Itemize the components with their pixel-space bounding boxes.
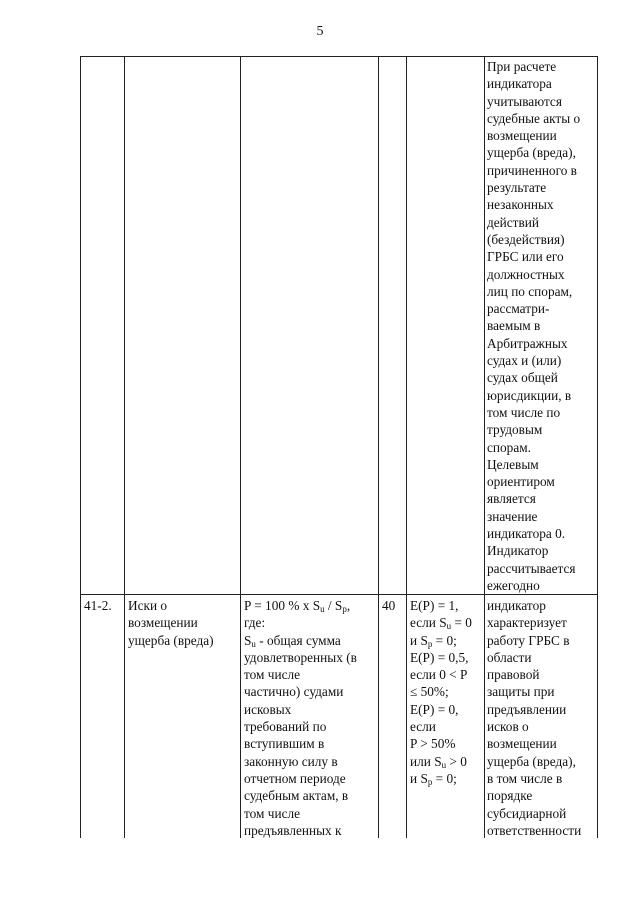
criteria-line: E(P) = 0,: [410, 701, 459, 717]
text-line: защиты при: [487, 684, 555, 700]
text-line: должностных: [487, 266, 565, 282]
table-border-left: [80, 56, 81, 838]
text-line: возмещении: [128, 615, 198, 631]
text-line: рассматри-: [487, 301, 550, 317]
criteria-line: E(P) = 0,5,: [410, 649, 469, 665]
formula-line: исковых: [244, 701, 292, 717]
text-line: ущерба (вреда): [128, 632, 214, 648]
text-line: судебные акты о: [487, 110, 581, 126]
text-line: ущерба (вреда),: [487, 753, 576, 769]
text-line: Иски о: [128, 598, 168, 613]
formula-line: отчетном периоде: [244, 770, 346, 786]
indicator-weight: 40: [382, 598, 396, 613]
text-line: значение: [487, 508, 538, 524]
indicator-formula: [244, 597, 375, 839]
text-line: возмещении: [487, 736, 557, 752]
text-line: результате: [487, 180, 547, 196]
table-border-col4: [406, 56, 407, 838]
text-line: является: [487, 491, 536, 507]
text-line: рассчитывается: [487, 560, 576, 576]
text-line: порядке: [487, 788, 533, 804]
text-line: ваемым в: [487, 318, 541, 334]
formula-line: P = 100 % x $S_u / S_p$,: [244, 598, 351, 614]
text-line: субсидиарной: [487, 805, 567, 821]
formula-line: том числе: [244, 805, 301, 821]
criteria-line: если $S_u = 0$: [410, 615, 472, 632]
text-line: Индикатор: [487, 543, 549, 559]
criteria-line: если: [410, 719, 436, 735]
formula-line: где:: [244, 615, 266, 631]
text-line: работу ГРБС в: [487, 632, 570, 648]
text-line: индикатор: [487, 598, 546, 613]
criteria-line: E(P) = 1,: [410, 598, 459, 613]
top-row-description: [487, 58, 595, 594]
indicator-name: [128, 597, 238, 649]
indicator-description: [487, 597, 595, 839]
text-line: Целевым: [487, 456, 539, 472]
text-line: незаконных: [487, 197, 554, 213]
text-line: судах общей: [487, 370, 558, 386]
text-line: ущерба (вреда),: [487, 145, 576, 161]
table-border-top: [80, 56, 598, 57]
page-number: 5: [316, 24, 324, 39]
table-border-col2: [240, 56, 241, 838]
text-line: При расчете: [487, 59, 557, 74]
text-line: том числе по: [487, 404, 561, 420]
text-line: в том числе в: [487, 770, 563, 786]
text-line: (бездействия): [487, 231, 565, 247]
formula-line: частично) судами: [244, 684, 344, 700]
text-line: действий: [487, 214, 540, 230]
formula-line: $S_u$ - общая сумма: [244, 632, 341, 649]
text-line: спорам.: [487, 439, 531, 455]
formula-line: удовлетворенных (в: [244, 649, 357, 665]
formula-line: требований по: [244, 719, 327, 735]
table-border-right: [597, 56, 598, 838]
table-border-col5: [484, 56, 485, 838]
table-border-col3: [378, 56, 379, 838]
text-line: Арбитражных: [487, 335, 568, 351]
text-line: лиц по спорам,: [487, 283, 573, 299]
row-number: 41-2.: [84, 598, 112, 613]
criteria-line: и $S_p = 0$;: [410, 770, 457, 787]
text-line: индикатора: [487, 76, 552, 92]
evaluation-criteria: [410, 597, 482, 787]
criteria-line: или $S_u > 0$: [410, 753, 467, 770]
text-line: исков о: [487, 719, 529, 735]
text-line: правовой: [487, 667, 540, 683]
criteria-line: ≤ 50%;: [410, 684, 449, 700]
text-line: ориентиром: [487, 474, 555, 490]
text-line: ГРБС или его: [487, 249, 564, 265]
criteria-line: и $S_p = 0$;: [410, 632, 457, 649]
text-line: ежегодно: [487, 577, 540, 593]
formula-line: вступившим в: [244, 736, 325, 752]
table-border-col1: [124, 56, 125, 838]
text-line: учитываются: [487, 93, 562, 109]
text-line: возмещении: [487, 128, 557, 144]
indicator-table: [80, 56, 598, 838]
text-line: индикатора 0.: [487, 526, 566, 542]
text-line: трудовым: [487, 422, 543, 438]
text-line: области: [487, 649, 532, 665]
formula-line: законную силу в: [244, 753, 338, 769]
text-line: предъявлении: [487, 701, 567, 717]
criteria-line: если 0 < P: [410, 667, 468, 683]
text-line: юрисдикции, в: [487, 387, 572, 403]
text-line: ответственности: [487, 822, 582, 838]
text-line: причиненного в: [487, 162, 577, 178]
formula-line: судебным актам, в: [244, 788, 349, 804]
criteria-line: P > 50%: [410, 736, 456, 752]
formula-line: предъявленных к: [244, 822, 342, 838]
formula-line: том числе: [244, 667, 301, 683]
text-line: характеризует: [487, 615, 567, 631]
text-line: судах и (или): [487, 353, 562, 369]
